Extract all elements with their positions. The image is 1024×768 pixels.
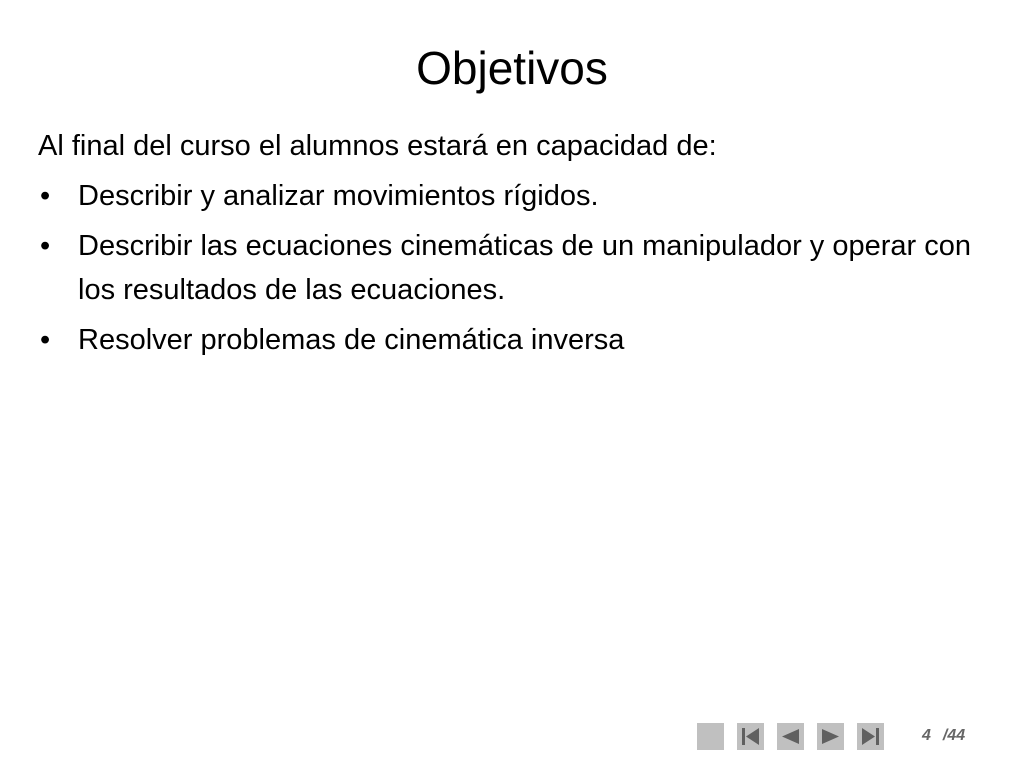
next-icon (820, 726, 841, 747)
slide-title: Objetivos (416, 42, 608, 94)
current-page-number: 4 (922, 727, 931, 744)
bullet-text: Resolver problemas de cinemática inversa (78, 324, 625, 356)
bullet-item (38, 174, 988, 218)
bullet-list (38, 174, 988, 368)
intro-text: Al final del curso el alumnos estará en capacidad de: (38, 130, 717, 162)
previous-icon (780, 726, 801, 747)
bullet-item (38, 224, 988, 312)
previous-page-button[interactable] (777, 723, 804, 750)
first-page-button[interactable] (737, 723, 764, 750)
overview-button[interactable] (697, 723, 724, 750)
bullet-marker: • (40, 230, 51, 262)
first-page-icon (740, 726, 761, 747)
bullet-marker: • (40, 324, 51, 356)
last-page-icon (860, 726, 881, 747)
page-indicator (922, 727, 965, 745)
next-page-button[interactable] (817, 723, 844, 750)
bullet-marker: • (40, 180, 51, 212)
bullet-item (38, 318, 988, 362)
last-page-button[interactable] (857, 723, 884, 750)
bullet-text: Describir y analizar movimientos rígidos. (78, 180, 599, 212)
total-pages: /44 (942, 727, 966, 744)
navigation-bar (697, 721, 965, 751)
bullet-text: Describir las ecuaciones cinemáticas de un manipulador y operar con los resultados de las ecuaciones. (78, 230, 972, 306)
